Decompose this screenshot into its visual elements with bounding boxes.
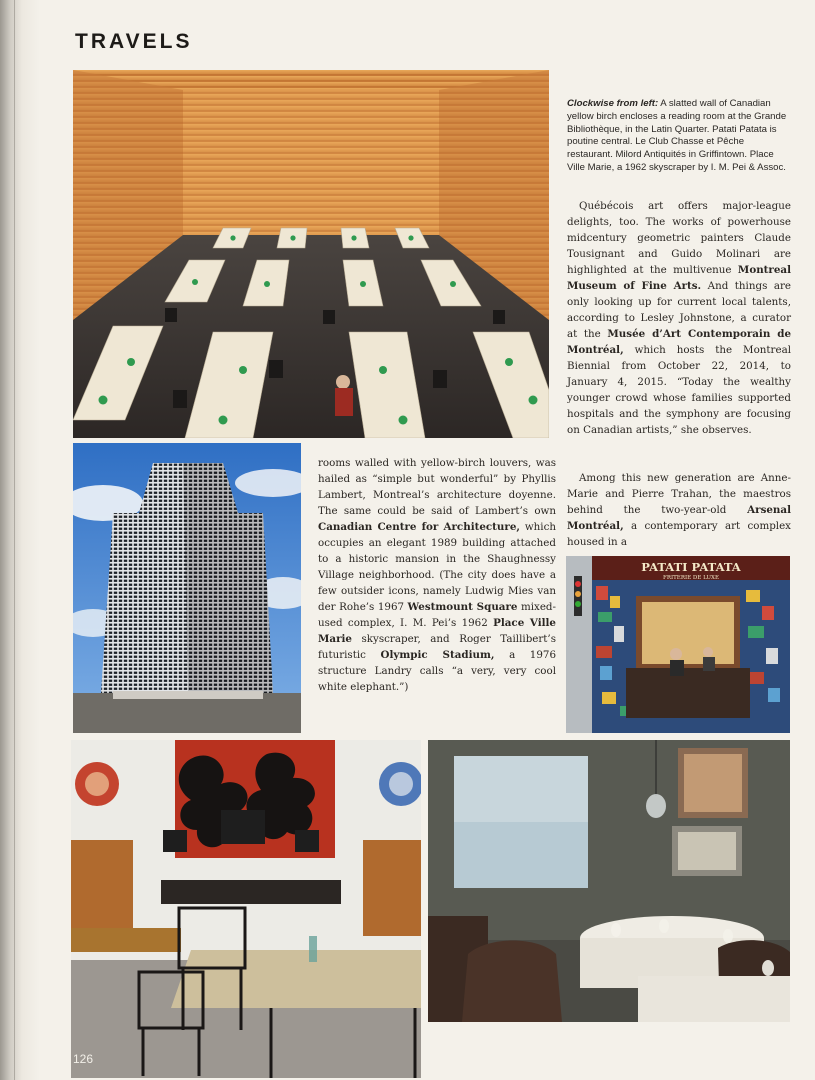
text-run: mixed-used complex, I. M. Pei’s 1962 bbox=[318, 601, 556, 629]
text-run: And things are only looking up for current local talents, according to Lesley Johnstone, a curator at the bbox=[567, 280, 791, 340]
paragraph-architecture bbox=[318, 455, 556, 695]
photo-caption bbox=[567, 98, 789, 175]
paragraph-art bbox=[567, 198, 791, 438]
caption-lead: Clockwise from left: bbox=[567, 98, 659, 109]
article-column-right-lower bbox=[567, 470, 791, 550]
text-run: a 1976 structure Landry calls “a very, very cool white elephant.”) bbox=[318, 649, 556, 693]
text-run: a contemporary art complex housed in a bbox=[567, 520, 791, 548]
storefront-sign-sub: FRITERIE DE LUXE bbox=[663, 575, 719, 581]
milord-antiquites-photo bbox=[71, 740, 421, 1078]
storefront-sign-name: PATATI PATATA bbox=[641, 560, 741, 574]
venue-name: Westmount Square bbox=[407, 601, 518, 613]
club-chasse-et-peche-photo bbox=[428, 740, 790, 1022]
venue-name: Musée d’Art Contemporain de Montréal, bbox=[567, 328, 791, 356]
article-column-right-upper bbox=[567, 198, 791, 438]
library-reading-room-photo bbox=[73, 70, 549, 438]
text-run: Québécois art offers major-league delights, too. The works of powerhouse midcentury geometric painters Claude Tousignant and Guido Molinari are highlighted at the multivenue bbox=[567, 200, 791, 276]
text-run: which occupies an elegant 1989 building attached to a historic mansion in the Shaughnessy Village neighborhood. (The city does have a few outsider icons, namely Ludwig Mies van der Rohe’s 1967 bbox=[318, 521, 556, 613]
venue-name: Montreal Museum of Fine Arts. bbox=[567, 264, 791, 292]
venue-name: Arsenal Montréal, bbox=[567, 504, 791, 532]
text-run: skyscraper, and Roger Taillibert’s futuristic bbox=[318, 633, 556, 661]
caption-text: A slatted wall of Canadian yellow birch encloses a reading room at the Grande Bibliothèque, in the Latin Quarter. Patati Patata is poutine central. Le Club Chasse et Pêche restaurant. Milord Antiquités in Griffintown. Place Ville Marie, a 1962 skyscraper by I. M. Pei & Assoc. bbox=[567, 98, 787, 173]
place-ville-marie-photo bbox=[73, 443, 301, 733]
article-column-middle bbox=[318, 455, 556, 695]
patati-patata-storefront-photo bbox=[566, 556, 790, 733]
text-run: Among this new generation are Anne-Marie and Pierre Trahan, the maestros behind the two-year-old bbox=[567, 472, 791, 516]
page-number: 126 bbox=[73, 1052, 94, 1066]
section-title: TRAVELS bbox=[75, 30, 193, 53]
page-binding-shadow bbox=[0, 0, 40, 1080]
venue-name: Place Ville Marie bbox=[318, 617, 556, 645]
text-run: which hosts the Montreal Biennial from October 22, 2014, to January 4, 2015. “Today the wealthy younger crowd whose families supported hospitals and the symphony are focusing on Canadian artists,” she observes. bbox=[567, 344, 791, 436]
paragraph-generation bbox=[567, 470, 791, 550]
text-run: rooms walled with yellow-birch louvers, was hailed as “simple but wonderful” by Phyllis Lambert, Montreal’s architecture doyenne. The same could be said of Lambert’s own bbox=[318, 457, 556, 517]
venue-name: Canadian Centre for Architecture, bbox=[318, 521, 520, 533]
venue-name: Olympic Stadium, bbox=[380, 649, 495, 661]
